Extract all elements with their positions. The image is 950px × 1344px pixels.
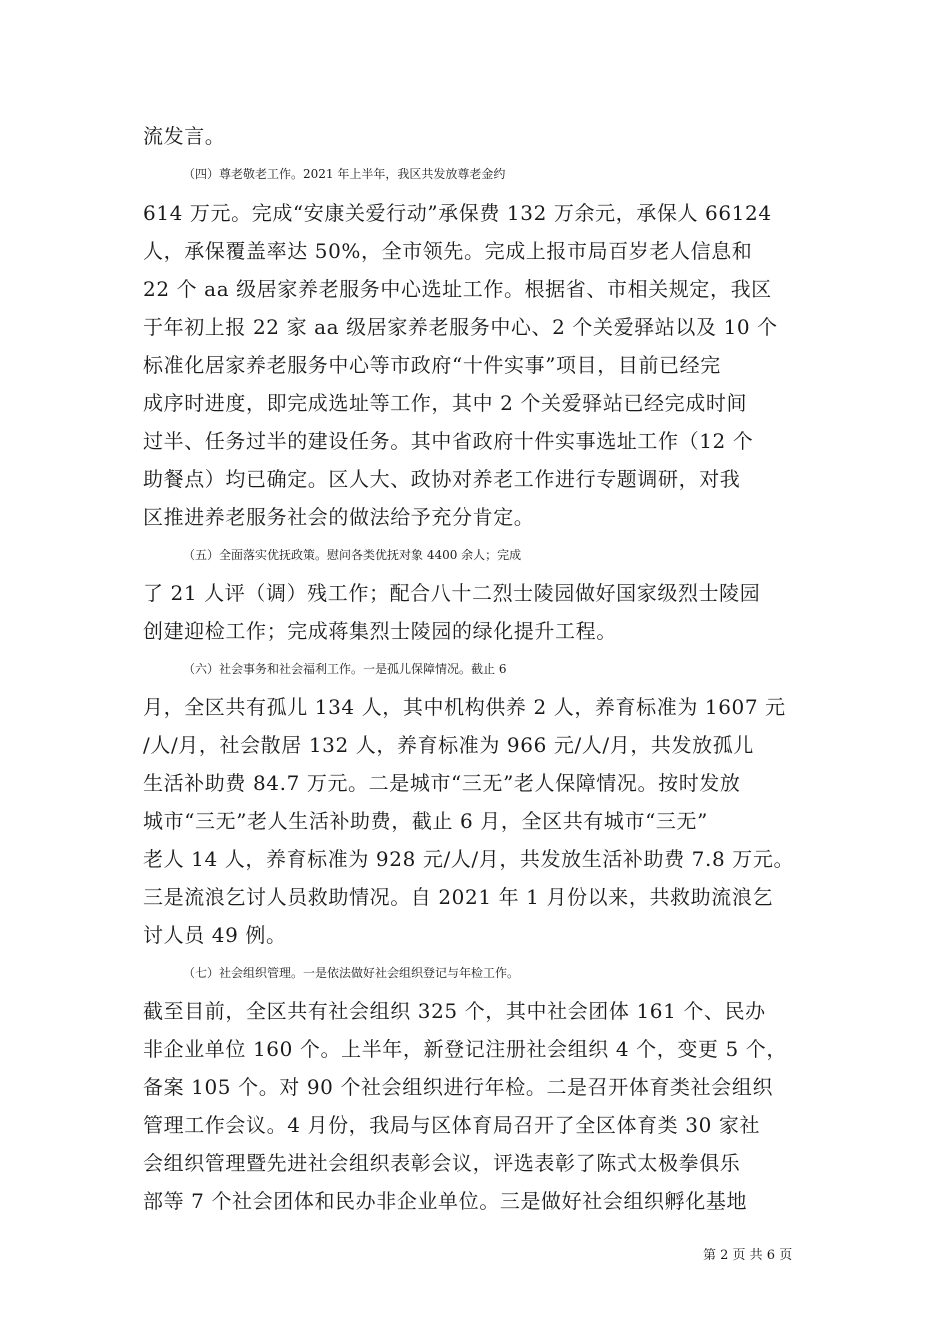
text-line: 成序时进度，即完成选址等工作，其中 2 个关爱驿站已经完成时间: [143, 391, 748, 415]
text-line: 非企业单位 160 个。上半年，新登记注册社会组织 4 个，变更 5 个，: [143, 1037, 787, 1061]
text-line: 月，全区共有孤儿 134 人，其中机构供养 2 人，养育标准为 1607 元: [143, 695, 786, 719]
text-line: 助餐点）均已确定。区人大、政协对养老工作进行专题调研，对我: [143, 467, 741, 491]
page-number: 第 2 页 共 6 页: [703, 1248, 793, 1263]
text-line: 于年初上报 22 家 aa 级居家养老服务中心、2 个关爱驿站以及 10 个: [143, 315, 778, 339]
text-line: 讨人员 49 例。: [143, 923, 287, 947]
text-line: （七）社会组织管理。一是依法做好社会组织登记与年检工作。: [183, 966, 520, 980]
text-line: 截至目前，全区共有社会组织 325 个，其中社会团体 161 个、民办: [143, 999, 766, 1023]
text-line: 三是流浪乞讨人员救助情况。自 2021 年 1 月份以来，共救助流浪乞: [143, 885, 774, 909]
text-line: 城市“三无”老人生活补助费，截止 6 月，全区共有城市“三无”: [143, 809, 708, 833]
text-line: 部等 7 个社会团体和民办非企业单位。三是做好社会组织孵化基地: [143, 1189, 748, 1213]
text-line: （四）尊老敬老工作。2021 年上半年，我区共发放尊老金约: [183, 167, 506, 181]
text-line: 管理工作会议。4 月份，我局与区体育局召开了全区体育类 30 家社: [143, 1113, 761, 1137]
text-line: 过半、任务过半的建设任务。其中省政府十件实事选址工作（12 个: [143, 429, 754, 453]
text-line: 生活补助费 84.7 万元。二是城市“三无”老人保障情况。按时发放: [143, 771, 741, 795]
text-line: 人，承保覆盖率达 50%，全市领先。完成上报市局百岁老人信息和: [143, 239, 753, 263]
text-line: 了 21 人评（调）残工作；配合八十二烈士陵园做好国家级烈士陵园: [143, 581, 761, 605]
text-line: （六）社会事务和社会福利工作。一是孤儿保障情况。截止 6: [183, 662, 507, 676]
text-line: 614 万元。完成“安康关爱行动”承保费 132 万余元，承保人 66124: [143, 201, 772, 225]
text-line: 22 个 aa 级居家养老服务中心选址工作。根据省、市相关规定，我区: [143, 277, 772, 301]
text-line: 备案 105 个。对 90 个社会组织进行年检。二是召开体育类社会组织: [143, 1075, 774, 1099]
text-line: 创建迎检工作；完成蒋集烈士陵园的绿化提升工程。: [143, 619, 617, 643]
text-line: /人/月，社会散居 132 人，养育标准为 966 元/人/月，共发放孤儿: [143, 733, 754, 757]
text-line: 会组织管理暨先进社会组织表彰会议，评选表彰了陈式太极拳俱乐: [143, 1151, 741, 1175]
text-line: 区推进养老服务社会的做法给予充分肯定。: [143, 505, 535, 529]
text-line: 流发言。: [143, 124, 226, 148]
text-line: 老人 14 人，养育标准为 928 元/人/月，共发放生活补助费 7.8 万元。: [143, 847, 795, 871]
text-line: （五）全面落实优抚政策。慰问各类优抚对象 4400 余人；完成: [183, 548, 522, 562]
text-line: 标准化居家养老服务中心等市政府“十件实事”项目，目前已经完: [143, 353, 721, 377]
